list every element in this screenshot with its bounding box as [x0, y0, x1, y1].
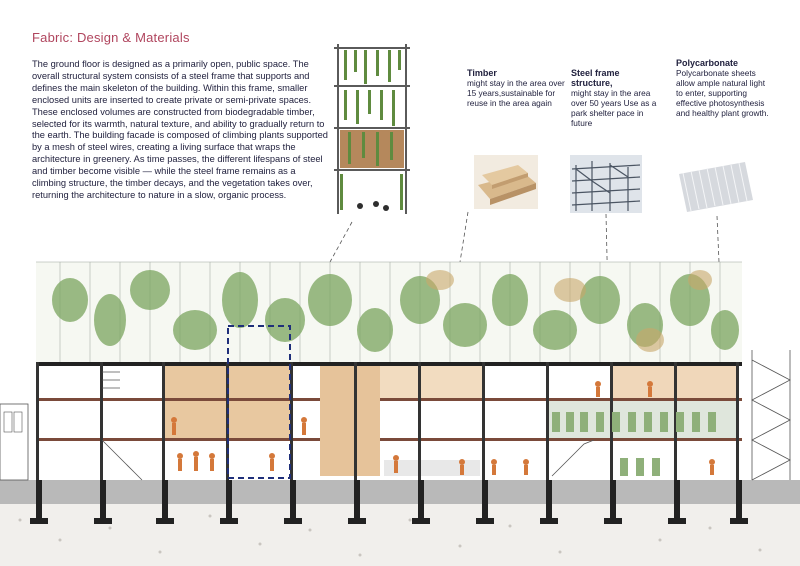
description-paragraph: The ground floor is designed as a primarily open, public space. The overall structural system consists of a steel frame that supports and defines the main skeleton of the building. Within this frame, smaller enclosed units are inserted to create private or semi-private spaces. These enclosed volumes are constructed from biodegradable timber, selected for its warmth, natural texture, and ability to gradually return to the earth. The building facade is composed of climbing plants supported by a mesh of steel wires, creating a living surface that wraps the architecture in greenery. As time passes, the different lifespans of steel and timber become visible — while the steel frame remains as a climbing structure, the timber decays, and the vegetation takes over, returning the architecture to nature in a slow, organic process.: [32, 59, 328, 200]
timber-text: might stay in the area over 15 years,sustainable for reuse in the area again: [467, 78, 565, 108]
timber-heading: Timber: [467, 68, 497, 78]
polycarbonate-heading: Polycarbonate: [676, 58, 739, 68]
steel-heading: Steel frame structure,: [571, 68, 620, 88]
polycarbonate-text: Polycarbonate sheets allow ample natural light to enter, supporting effective photosynthesis and healthy plant growth.: [676, 68, 769, 118]
external-stair: [752, 350, 790, 480]
steel-text: might stay in the area over 50 years Use as a park shelter pace in future: [571, 88, 657, 128]
page-title: Fabric: Design & Materials: [32, 30, 190, 45]
